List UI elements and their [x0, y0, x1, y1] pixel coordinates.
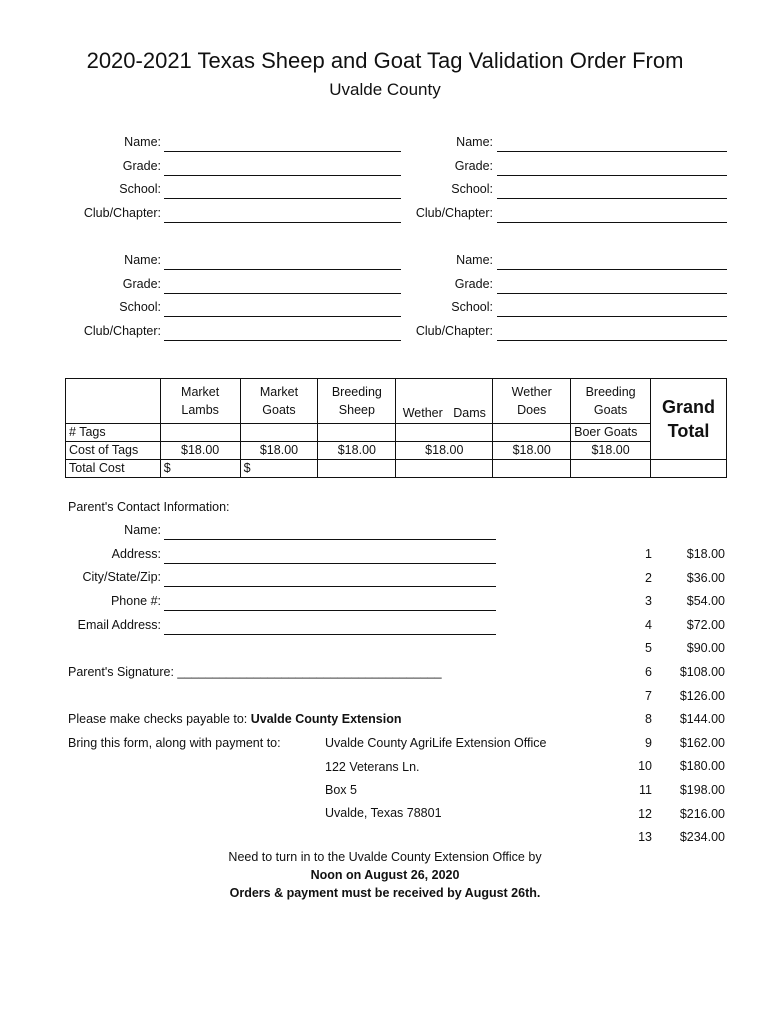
grand-total-value[interactable]	[651, 460, 727, 478]
table-corner-cell	[66, 379, 161, 424]
exhibitor-2-school-field[interactable]	[497, 198, 727, 199]
checks-prefix: Please make checks payable to:	[68, 712, 251, 726]
exhibitor-3-school-label: School:	[119, 300, 161, 314]
exhibitor-2-name-label: Name:	[456, 135, 493, 149]
price-chart-qty: 13	[638, 830, 652, 845]
exhibitor-2-school-label: School:	[451, 182, 493, 196]
office-address-line-4: Uvalde, Texas 78801	[325, 806, 442, 820]
price-chart-qty: 7	[645, 688, 652, 703]
exhibitor-2-club-field[interactable]	[497, 222, 727, 223]
exhibitor-2-name-field[interactable]	[497, 151, 727, 152]
price-chart-price: $72.00	[686, 617, 725, 632]
price-chart-price: $36.00	[686, 570, 725, 585]
table-row-cost	[66, 442, 727, 460]
exhibitor-1-club-field[interactable]	[164, 222, 401, 223]
exhibitor-3-club-label: Club/Chapter:	[83, 323, 161, 338]
exhibitor-3-grade-label: Grade:	[122, 276, 161, 291]
table-header-row	[66, 379, 727, 424]
exhibitor-1-grade-field[interactable]	[164, 175, 401, 176]
price-chart-qty: 12	[638, 806, 652, 821]
exhibitor-1-grade-label: Grade:	[122, 158, 161, 173]
total-wether-dams[interactable]	[396, 460, 493, 478]
exhibitor-1-school-field[interactable]	[164, 198, 401, 199]
header-wether-dams: Wether Dams	[396, 379, 493, 424]
exhibitor-1-name-label: Name:	[124, 135, 161, 149]
total-breeding-sheep[interactable]	[318, 460, 396, 478]
price-chart-qty: 11	[639, 783, 652, 797]
exhibitor-4-grade-label: Grade:	[454, 276, 493, 291]
cost-breeding-goats: $18.00	[571, 442, 651, 460]
price-chart-price: $108.00	[679, 665, 725, 679]
footer-line-1: Need to turn in to the Uvalde County Extension Office by	[228, 850, 542, 864]
exhibitor-4-name-field[interactable]	[497, 269, 727, 270]
price-chart-price: $216.00	[679, 806, 725, 821]
exhibitor-4-name-label: Name:	[456, 253, 493, 267]
tags-market-lambs[interactable]	[160, 424, 240, 442]
exhibitor-2-club-label: Club/Chapter:	[415, 205, 493, 220]
parent-city-label: City/State/Zip:	[82, 570, 161, 584]
exhibitor-3-club-field[interactable]	[164, 340, 401, 341]
total-breeding-goats[interactable]	[571, 460, 651, 478]
row-label-cost: Cost of Tags	[66, 442, 161, 460]
exhibitor-1-name-field[interactable]	[164, 151, 401, 152]
checks-payee: Uvalde County Extension	[250, 712, 402, 726]
header-breeding-sheep: Breeding Sheep	[318, 379, 396, 424]
price-chart-price: $162.00	[679, 735, 725, 750]
price-chart-qty: 3	[645, 594, 652, 609]
price-chart-qty: 5	[645, 641, 652, 656]
cost-wether-does: $18.00	[493, 442, 571, 460]
exhibitor-3-grade-field[interactable]	[164, 293, 401, 294]
header-wether-does: Wether Does	[493, 379, 571, 424]
header-market-goats: Market Goats	[240, 379, 318, 424]
price-chart-price: $18.00	[686, 547, 725, 561]
office-address-line-2: 122 Veterans Ln.	[325, 760, 420, 774]
tag-order-table	[65, 378, 727, 478]
price-chart-qty: 2	[645, 570, 652, 585]
exhibitor-2-grade-label: Grade:	[454, 158, 493, 173]
exhibitor-4-club-label: Club/Chapter:	[415, 323, 493, 338]
table-row-total	[66, 460, 727, 478]
price-chart-qty: 4	[645, 617, 652, 632]
bring-form-text: Bring this form, along with payment to:	[68, 736, 281, 750]
boer-goats-label[interactable]: Boer Goats	[571, 424, 651, 442]
exhibitor-1-school-label: School:	[119, 182, 161, 196]
total-market-goats[interactable]: $	[240, 460, 318, 478]
table-row-tags	[66, 424, 727, 442]
cost-breeding-sheep: $18.00	[318, 442, 396, 460]
price-chart-qty: 1	[645, 547, 652, 561]
parent-signature-line[interactable]: Parent's Signature: ______________________________________	[68, 665, 442, 679]
row-label-tags: # Tags	[66, 424, 161, 442]
header-market-lambs: Market Lambs	[160, 379, 240, 424]
parent-contact-heading: Parent's Contact Information:	[68, 500, 230, 514]
header-grand-total: Grand Total	[651, 379, 727, 460]
exhibitor-4-school-label: School:	[451, 300, 493, 314]
office-address-line-1: Uvalde County AgriLife Extension Office	[325, 736, 547, 750]
parent-phone-field[interactable]	[164, 610, 496, 611]
exhibitor-3-school-field[interactable]	[164, 316, 401, 317]
price-chart-price: $90.00	[686, 641, 725, 656]
price-chart-price: $54.00	[686, 594, 725, 609]
price-chart-qty: 8	[645, 712, 652, 727]
office-address-line-3: Box 5	[325, 783, 357, 797]
parent-name-field[interactable]	[164, 539, 496, 540]
footer-line-2: Noon on August 26, 2020	[310, 868, 460, 882]
exhibitor-4-school-field[interactable]	[497, 316, 727, 317]
row-label-total: Total Cost	[66, 460, 161, 478]
parent-city-field[interactable]	[164, 586, 496, 587]
parent-email-label: Email Address:	[77, 618, 161, 632]
price-chart-price: $234.00	[679, 830, 725, 845]
exhibitor-4-club-field[interactable]	[497, 340, 727, 341]
price-chart-qty: 10	[638, 759, 652, 774]
total-wether-does[interactable]	[493, 460, 571, 478]
parent-name-label: Name:	[124, 523, 161, 537]
cost-wether-dams: $18.00	[396, 442, 493, 460]
tags-breeding-sheep[interactable]	[318, 424, 396, 442]
exhibitor-4-grade-field[interactable]	[497, 293, 727, 294]
exhibitor-1-club-label: Club/Chapter:	[83, 205, 161, 220]
total-market-lambs[interactable]: $	[160, 460, 240, 478]
exhibitor-3-name-field[interactable]	[164, 269, 401, 270]
header-breeding-goats: Breeding Goats	[571, 379, 651, 424]
tags-wether-dams[interactable]	[396, 424, 493, 442]
tags-market-goats[interactable]	[240, 424, 318, 442]
parent-address-label: Address:	[111, 547, 161, 561]
price-chart-price: $198.00	[679, 783, 725, 797]
tags-wether-does[interactable]	[493, 424, 571, 442]
cost-market-goats: $18.00	[240, 442, 318, 460]
footer-line-3: Orders & payment must be received by August 26th.	[229, 886, 541, 900]
parent-address-field[interactable]	[164, 563, 496, 564]
price-chart-qty: 6	[645, 665, 652, 679]
exhibitor-3-name-label: Name:	[124, 253, 161, 267]
price-chart-qty: 9	[645, 735, 652, 750]
cost-market-lambs: $18.00	[160, 442, 240, 460]
price-chart-price: $126.00	[679, 688, 725, 703]
parent-phone-label: Phone #:	[110, 594, 161, 608]
page-title: 2020-2021 Texas Sheep and Goat Tag Validation Order From	[86, 48, 684, 73]
price-chart-price: $180.00	[679, 759, 725, 774]
page-subtitle: Uvalde County	[329, 80, 441, 99]
parent-email-field[interactable]	[164, 634, 496, 635]
checks-payable-text	[68, 712, 401, 726]
exhibitor-2-grade-field[interactable]	[497, 175, 727, 176]
price-chart-price: $144.00	[679, 712, 725, 727]
